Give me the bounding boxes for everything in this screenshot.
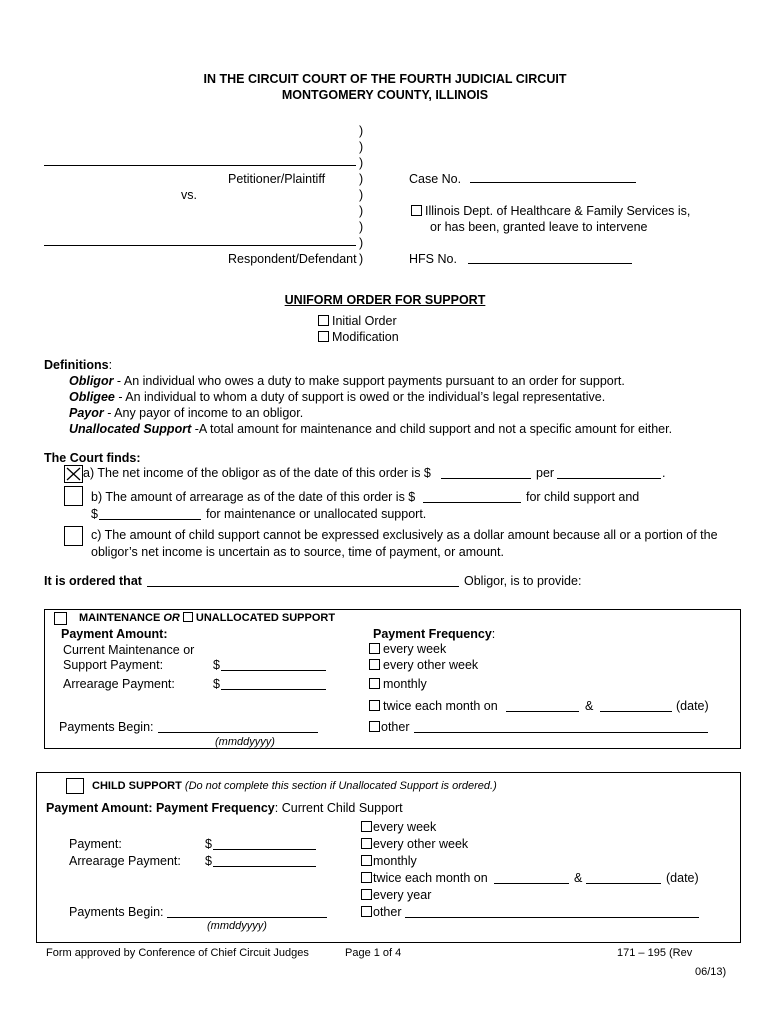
maint-monthly-option[interactable]: monthly — [369, 677, 427, 691]
maint-other-option[interactable]: other — [369, 720, 410, 734]
cs-twice-checkbox[interactable] — [361, 872, 372, 883]
respondent-name-field[interactable] — [44, 245, 356, 246]
cs-every-year-checkbox[interactable] — [361, 889, 372, 900]
finding-b-child: for child support and — [526, 490, 640, 504]
footer-form-no: 171 – 195 (Rev — [617, 947, 693, 959]
finding-a-text: a) The net income of the obligor as of the date of this order is $ — [83, 466, 431, 480]
initial-order-label: Initial Order — [332, 314, 397, 328]
cs-payment-field[interactable] — [213, 849, 316, 850]
cs-payments-begin-field[interactable] — [167, 917, 327, 918]
footer-approved: Form approved by Conference of Chief Circuit Judges — [46, 947, 309, 959]
finding-c-checkbox[interactable] — [64, 526, 83, 546]
cs-monthly-checkbox[interactable] — [361, 855, 372, 866]
definition-unallocated: Unallocated Support -A total amount for maintenance and child support and not a specific amount for either. — [69, 422, 673, 436]
cs-every-other-week-option[interactable]: every other week — [361, 837, 468, 851]
cs-other-option[interactable]: other — [361, 905, 402, 919]
definitions-heading: Definitions: — [44, 358, 113, 372]
cs-header: Payment Amount: Payment Frequency: Current Child Support — [46, 801, 403, 815]
respondent-label: Respondent/Defendant — [228, 252, 357, 266]
paren: ) — [359, 172, 364, 186]
definition-obligor: Obligor - An individual who owes a duty to make support payments pursuant to an order for support. — [69, 374, 625, 388]
footer-page: Page 1 of 4 — [345, 947, 402, 959]
maint-mmddyyyy-hint: (mmddyyyy) — [215, 736, 275, 748]
x-mark-icon — [65, 466, 82, 482]
petitioner-name-field[interactable] — [44, 165, 356, 166]
cs-payments-begin-label: Payments Begin: — [69, 905, 164, 919]
finding-b-checkbox[interactable] — [64, 486, 83, 506]
modification-option[interactable] — [318, 330, 399, 344]
maintenance-checkbox[interactable] — [54, 612, 67, 625]
maint-every-week-option[interactable]: every week — [369, 642, 446, 656]
maintenance-title: MAINTENANCE OR UNALLOCATED SUPPORT — [79, 612, 336, 624]
footer-rev-date: 06/13) — [695, 966, 727, 978]
modification-label: Modification — [332, 330, 399, 344]
cs-monthly-option[interactable]: monthly — [361, 854, 417, 868]
hfs-intervene-option[interactable] — [411, 204, 690, 218]
case-no-label: Case No. — [409, 172, 462, 186]
cs-other-field[interactable] — [405, 917, 699, 918]
cs-other-checkbox[interactable] — [361, 906, 372, 917]
paren: ) — [359, 204, 364, 218]
finding-b-maint: for maintenance or unallocated support. — [206, 507, 427, 521]
maint-monthly-checkbox[interactable] — [369, 678, 380, 689]
maint-current-label-2: Support Payment: — [63, 658, 164, 672]
cs-twice-day1-field[interactable] — [494, 883, 569, 884]
finding-a-end: . — [662, 466, 666, 480]
maint-payment-amount-label: Payment Amount: — [61, 627, 168, 641]
court-finds-heading: The Court finds: — [44, 451, 141, 465]
court-title-line1: IN THE CIRCUIT COURT OF THE FOURTH JUDICIAL CIRCUIT — [203, 72, 567, 86]
finding-a-per: per — [536, 466, 555, 480]
initial-order-option[interactable] — [318, 314, 397, 328]
paren: ) — [359, 220, 364, 234]
arrearage-maintenance-field[interactable] — [99, 519, 201, 520]
cs-every-other-week-checkbox[interactable] — [361, 838, 372, 849]
cs-mmddyyyy-hint: (mmddyyyy) — [207, 920, 267, 932]
arrearage-child-field[interactable] — [423, 502, 521, 503]
cs-every-year-option[interactable]: every year — [361, 888, 431, 902]
cs-twice-date: (date) — [666, 871, 699, 885]
maint-arrearage-dollar: $ — [213, 677, 220, 691]
modification-checkbox[interactable] — [318, 331, 329, 342]
case-no-field[interactable] — [470, 182, 636, 183]
paren: ) — [359, 124, 364, 138]
finding-b-dollar: $ — [91, 507, 98, 521]
finding-b-text: b) The amount of arrearage as of the date of this order is $ — [91, 490, 416, 504]
maint-arrearage-amount-field[interactable] — [221, 689, 326, 690]
net-income-period-field[interactable] — [557, 478, 661, 479]
initial-order-checkbox[interactable] — [318, 315, 329, 326]
cs-every-week-checkbox[interactable] — [361, 821, 372, 832]
definition-obligee: Obligee - An individual to whom a duty of support is owed or the individual’s legal representative. — [69, 390, 606, 404]
maint-current-amount-field[interactable] — [221, 670, 326, 671]
maint-current-dollar: $ — [213, 658, 220, 672]
net-income-field[interactable] — [441, 478, 531, 479]
paren: ) — [359, 252, 364, 266]
cs-twice-amp: & — [574, 871, 583, 885]
maint-payments-begin-field[interactable] — [158, 732, 318, 733]
maint-arrearage-label: Arrearage Payment: — [63, 677, 175, 691]
paren: ) — [359, 140, 364, 154]
paren: ) — [359, 156, 364, 170]
maint-twice-day1-field[interactable] — [506, 711, 579, 712]
definition-payor: Payor - Any payor of income to an obligor. — [69, 406, 304, 420]
paren: ) — [359, 188, 364, 202]
maint-payments-begin-label: Payments Begin: — [59, 720, 154, 734]
maint-current-label-1: Current Maintenance or — [63, 643, 195, 657]
cs-every-week-option[interactable]: every week — [361, 820, 436, 834]
maint-twice-amp: & — [585, 699, 594, 713]
maint-every-week-checkbox[interactable] — [369, 643, 380, 654]
hfs-intervene-text-2: or has been, granted leave to intervene — [430, 220, 648, 234]
maint-other-field[interactable] — [414, 732, 708, 733]
petitioner-label: Petitioner/Plaintiff — [228, 172, 326, 186]
court-title-line2: MONTGOMERY COUNTY, ILLINOIS — [281, 88, 489, 102]
maint-payment-frequency-label: Payment Frequency: — [373, 627, 496, 641]
finding-a-checkbox[interactable] — [64, 465, 83, 483]
child-support-checkbox[interactable] — [66, 778, 84, 794]
cs-payment-label: Payment: — [69, 837, 122, 851]
ordered-tail: Obligor, is to provide: — [464, 574, 582, 588]
cs-arrearage-field[interactable] — [213, 866, 316, 867]
cs-arrearage-dollar: $ — [205, 854, 212, 868]
vs-label: vs. — [181, 188, 197, 202]
child-support-title: CHILD SUPPORT (Do not complete this section if Unallocated Support is ordered.) — [92, 780, 497, 792]
hfs-no-field[interactable] — [468, 263, 632, 264]
maint-other-checkbox[interactable] — [369, 721, 380, 732]
hfs-intervene-checkbox[interactable] — [411, 205, 422, 216]
maint-twice-option[interactable]: twice each month on — [369, 699, 498, 713]
maint-twice-checkbox[interactable] — [369, 700, 380, 711]
maint-twice-day2-field[interactable] — [600, 711, 672, 712]
finding-c-text-2: obligor’s net income is uncertain as to source, time of payment, or amount. — [91, 545, 504, 559]
maint-every-other-week-option[interactable]: every other week — [369, 658, 478, 672]
maint-twice-date: (date) — [676, 699, 709, 713]
cs-twice-day2-field[interactable] — [586, 883, 661, 884]
hfs-no-label: HFS No. — [409, 252, 457, 266]
cs-payment-dollar: $ — [205, 837, 212, 851]
obligor-name-field[interactable] — [147, 586, 459, 587]
paren: ) — [359, 236, 364, 250]
order-title: UNIFORM ORDER FOR SUPPORT — [284, 293, 486, 307]
hfs-intervene-text: Illinois Dept. of Healthcare & Family Services is, — [425, 204, 691, 218]
ordered-lead: It is ordered that — [44, 574, 142, 588]
finding-c-text-1: c) The amount of child support cannot be expressed exclusively as a dollar amount because all or a portion of the — [91, 528, 718, 542]
unallocated-checkbox[interactable] — [183, 612, 193, 622]
cs-arrearage-label: Arrearage Payment: — [69, 854, 181, 868]
cs-twice-option[interactable]: twice each month on — [361, 871, 488, 885]
maint-every-other-week-checkbox[interactable] — [369, 659, 380, 670]
